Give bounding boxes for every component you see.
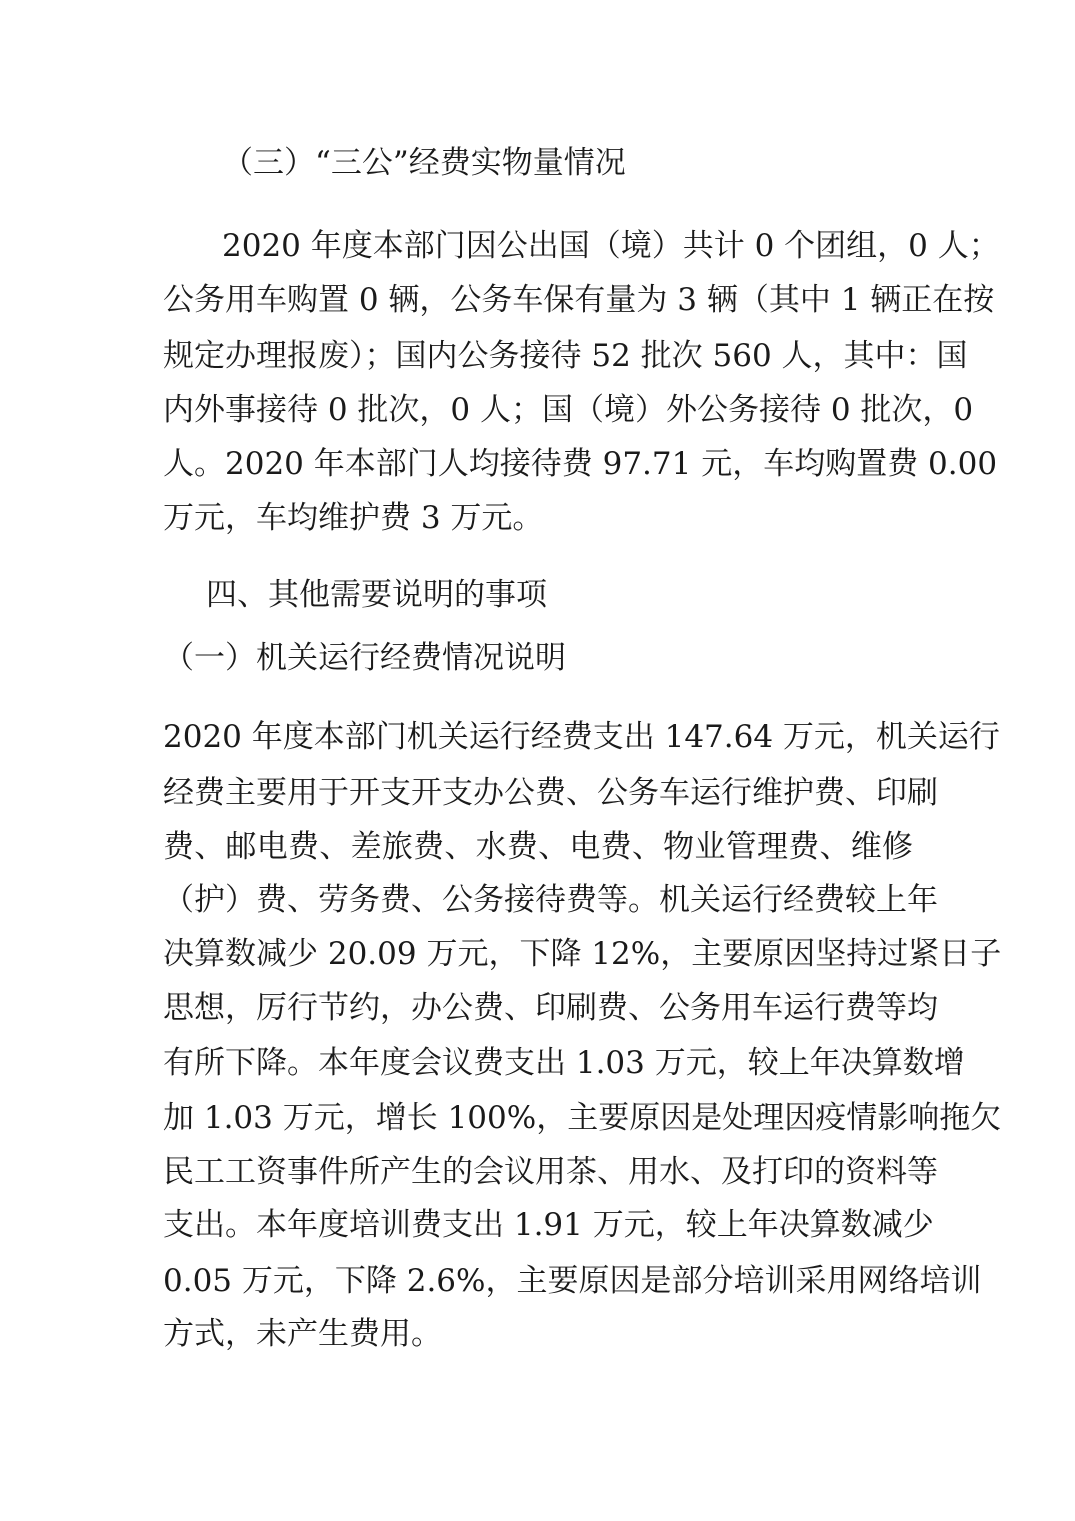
section-4-subheading: （一）机关运行经费情况说明 <box>163 640 566 676</box>
section-3-line-2: 公务用车购置 0 辆，公务车保有量为 3 辆（其中 1 辆正在按 <box>163 282 995 318</box>
section-3-heading: （三）“三公”经费实物量情况 <box>222 145 626 181</box>
section-4-line-11: 0.05 万元，下降 2.6%，主要原因是部分培训采用网络培训 <box>163 1263 982 1299</box>
section-4-line-9: 民工工资事件所产生的会议用茶、用水、及打印的资料等 <box>163 1154 938 1190</box>
section-4-heading: 四、其他需要说明的事项 <box>206 577 547 613</box>
section-3-line-1: 2020 年度本部门因公出国（境）共计 0 个团组，0 人； <box>222 228 1000 264</box>
section-4-line-5: 决算数减少 20.09 万元，下降 12%，主要原因坚持过紧日子 <box>163 936 1002 972</box>
section-3-line-3: 规定办理报废）；国内公务接待 52 批次 560 人，其中：国 <box>163 338 968 374</box>
section-4-line-6: 思想，厉行节约，办公费、印刷费、公务用车运行费等均 <box>163 990 938 1026</box>
section-4-line-7: 有所下降。本年度会议费支出 1.03 万元，较上年决算数增 <box>163 1045 965 1081</box>
section-3-line-4: 内外事接待 0 批次，0 人；国（境）外公务接待 0 批次，0 <box>163 392 974 428</box>
section-4-line-8: 加 1.03 万元，增长 100%，主要原因是处理因疫情影响拖欠 <box>163 1100 1002 1136</box>
section-4-line-1: 2020 年度本部门机关运行经费支出 147.64 万元，机关运行 <box>163 719 1000 755</box>
section-3-line-6: 万元，车均维护费 3 万元。 <box>163 500 544 536</box>
section-3-line-5: 人。2020 年本部门人均接待费 97.71 元，车均购置费 0.00 <box>163 446 998 482</box>
section-4-line-2: 经费主要用于开支开支办公费、公务车运行维护费、印刷 <box>163 775 938 811</box>
section-4-line-10: 支出。本年度培训费支出 1.91 万元，较上年决算数减少 <box>163 1207 934 1243</box>
section-4-line-12: 方式，未产生费用。 <box>163 1316 442 1352</box>
section-4-line-4: （护）费、劳务费、公务接待费等。机关运行经费较上年 <box>163 882 938 918</box>
section-4-line-3: 费、邮电费、差旅费、水费、电费、物业管理费、维修 <box>163 829 913 865</box>
